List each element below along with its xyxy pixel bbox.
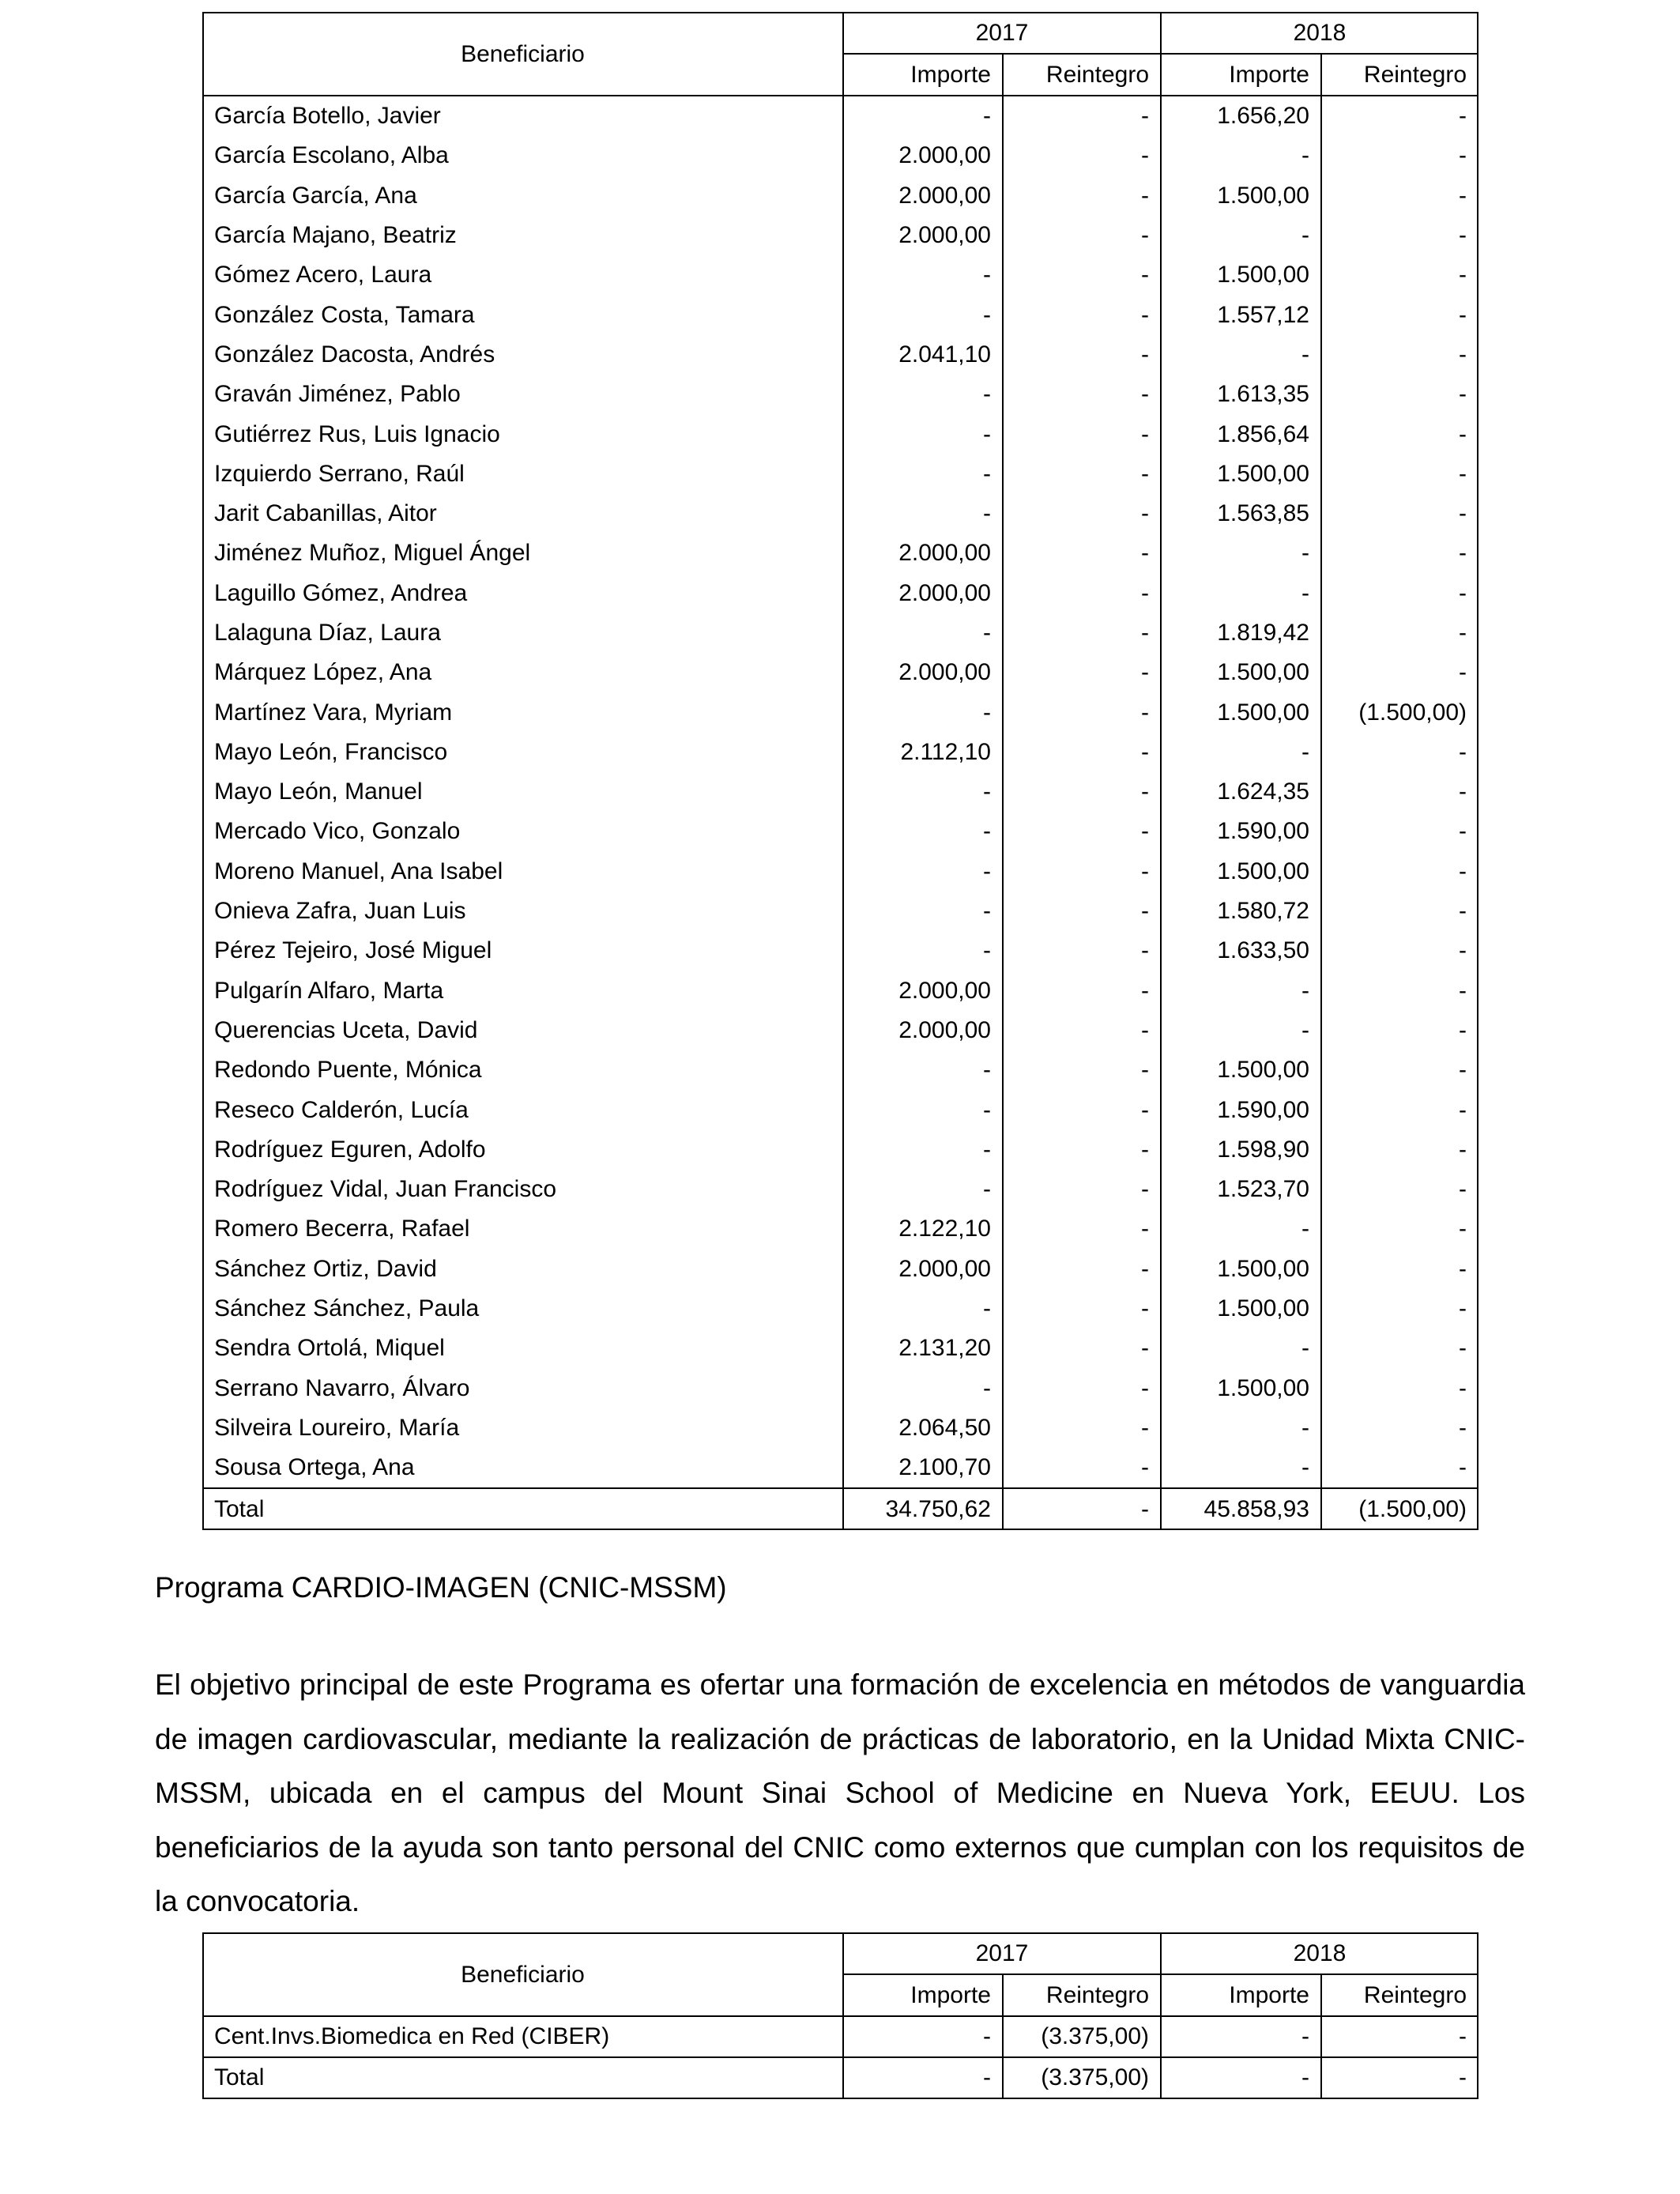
cell-beneficiario: Romero Becerra, Rafael	[214, 1216, 470, 1242]
cell-beneficiario: García Botello, Javier	[214, 103, 441, 130]
cell-reintegro-2017: -	[1003, 216, 1161, 255]
cell-beneficiario: Mercado Vico, Gonzalo	[214, 818, 461, 845]
cell-importe-2017: -	[843, 1050, 1003, 1090]
cell-beneficiario: Reseco Calderón, Lucía	[214, 1096, 469, 1123]
cell-reintegro-2018: -	[1321, 733, 1478, 772]
table-row	[203, 1250, 1478, 1289]
total-reintegro-2018: -	[1321, 2057, 1478, 2098]
total-reintegro-2017: (3.375,00)	[1003, 2057, 1161, 2098]
cell-reintegro-2017: -	[1003, 454, 1161, 494]
cell-importe-2017: -	[843, 812, 1003, 851]
beneficiaries-table-1	[203, 13, 1478, 1529]
cell-reintegro-2018: -	[1321, 1329, 1478, 1368]
cell-importe-2017: 2.000,00	[843, 136, 1003, 175]
cell-importe-2018: 1.500,00	[1161, 1050, 1321, 1090]
cell-importe-2018: 1.500,00	[1161, 692, 1321, 732]
cell-reintegro-2018: -	[1321, 494, 1478, 533]
cell-importe-2017: -	[843, 892, 1003, 931]
cell-beneficiario: González Costa, Tamara	[214, 301, 475, 328]
cell-beneficiario: Márquez López, Ana	[214, 659, 432, 686]
table-row	[203, 613, 1478, 653]
cell-importe-2017: -	[843, 2016, 1003, 2057]
cell-importe-2017: 2.000,00	[843, 176, 1003, 216]
total-importe-2018: 45.858,93	[1161, 1488, 1321, 1529]
cell-importe-2017: -	[843, 692, 1003, 732]
table-row	[203, 335, 1478, 375]
table-row	[203, 414, 1478, 454]
cell-beneficiario: Mayo León, Francisco	[214, 738, 448, 765]
total-row	[203, 2057, 1478, 2098]
total-reintegro-2018: (1.500,00)	[1321, 1488, 1478, 1529]
table-row	[203, 1090, 1478, 1129]
header-reintegro-2017: Reintegro	[1003, 1974, 1161, 2016]
cell-importe-2018: -	[1161, 216, 1321, 255]
cell-importe-2018: -	[1161, 1408, 1321, 1448]
cell-importe-2018: 1.500,00	[1161, 1250, 1321, 1289]
total-reintegro-2017: -	[1003, 1488, 1161, 1529]
cell-importe-2018: 1.500,00	[1161, 1289, 1321, 1329]
cell-reintegro-2017: (3.375,00)	[1003, 2016, 1161, 2057]
table-row	[203, 375, 1478, 414]
table-row	[203, 1289, 1478, 1329]
cell-importe-2018: 1.500,00	[1161, 454, 1321, 494]
cell-reintegro-2018: -	[1321, 1050, 1478, 1090]
cell-importe-2018: 1.500,00	[1161, 255, 1321, 295]
cell-importe-2017: -	[843, 375, 1003, 414]
cell-reintegro-2017: -	[1003, 574, 1161, 613]
cell-importe-2018: 1.656,20	[1161, 96, 1321, 136]
cell-reintegro-2017: -	[1003, 255, 1161, 295]
table-row	[203, 1130, 1478, 1170]
cell-beneficiario: Sánchez Ortiz, David	[214, 1255, 437, 1282]
cell-importe-2017: 2.100,70	[843, 1448, 1003, 1488]
cell-importe-2018: 1.500,00	[1161, 852, 1321, 892]
table-row	[203, 1011, 1478, 1050]
total-row	[203, 1488, 1478, 1529]
cell-beneficiario: Laguillo Gómez, Andrea	[214, 579, 468, 606]
cell-beneficiario: Querencias Uceta, David	[214, 1016, 478, 1043]
cell-reintegro-2018: -	[1321, 1250, 1478, 1289]
cell-importe-2018: -	[1161, 1011, 1321, 1050]
cell-importe-2017: -	[843, 454, 1003, 494]
cell-importe-2017: -	[843, 1369, 1003, 1408]
header-year-2017: 2017	[843, 13, 1161, 54]
cell-importe-2017: 2.000,00	[843, 1250, 1003, 1289]
cell-importe-2017: -	[843, 931, 1003, 971]
cell-reintegro-2017: -	[1003, 1011, 1161, 1050]
cell-reintegro-2018: -	[1321, 533, 1478, 573]
beneficiaries-table-2	[203, 1933, 1478, 2098]
table-row	[203, 96, 1478, 136]
cell-beneficiario: González Dacosta, Andrés	[214, 341, 495, 368]
table-row	[203, 255, 1478, 295]
header-beneficiario: Beneficiario	[203, 13, 843, 96]
cell-importe-2018: 1.613,35	[1161, 375, 1321, 414]
cell-reintegro-2018: -	[1321, 1289, 1478, 1329]
cell-reintegro-2017: -	[1003, 772, 1161, 812]
cell-reintegro-2018: -	[1321, 335, 1478, 375]
cell-importe-2018: 1.633,50	[1161, 931, 1321, 971]
cell-reintegro-2018: -	[1321, 176, 1478, 216]
table-row	[203, 176, 1478, 216]
cell-importe-2018: 1.598,90	[1161, 1130, 1321, 1170]
table-row	[203, 136, 1478, 175]
table-row	[203, 494, 1478, 533]
table-row	[203, 653, 1478, 692]
cell-importe-2018: -	[1161, 574, 1321, 613]
table-row	[203, 1209, 1478, 1249]
cell-importe-2018: -	[1161, 335, 1321, 375]
cell-beneficiario: García García, Ana	[214, 182, 417, 209]
cell-reintegro-2017: -	[1003, 136, 1161, 175]
cell-reintegro-2018: -	[1321, 1170, 1478, 1209]
cell-beneficiario: Serrano Navarro, Álvaro	[214, 1374, 470, 1401]
total-importe-2018: -	[1161, 2057, 1321, 2098]
cell-importe-2018: 1.590,00	[1161, 1090, 1321, 1129]
table-row	[203, 733, 1478, 772]
cell-reintegro-2017: -	[1003, 931, 1161, 971]
table-row	[203, 1050, 1478, 1090]
table-row	[203, 772, 1478, 812]
cell-importe-2018: 1.580,72	[1161, 892, 1321, 931]
cell-beneficiario: Redondo Puente, Mónica	[214, 1057, 482, 1084]
cell-reintegro-2017: -	[1003, 375, 1161, 414]
cell-beneficiario: Onieva Zafra, Juan Luis	[214, 898, 466, 925]
table-row	[203, 216, 1478, 255]
cell-importe-2017: 2.000,00	[843, 1011, 1003, 1050]
cell-reintegro-2018: -	[1321, 772, 1478, 812]
cell-reintegro-2017: -	[1003, 1448, 1161, 1488]
cell-reintegro-2018: -	[1321, 1090, 1478, 1129]
table-body	[203, 96, 1478, 1488]
cell-beneficiario: Sousa Ortega, Ana	[214, 1454, 415, 1481]
cell-beneficiario: Rodríguez Eguren, Adolfo	[214, 1136, 486, 1163]
cell-reintegro-2017: -	[1003, 692, 1161, 732]
cell-reintegro-2018: -	[1321, 375, 1478, 414]
cell-reintegro-2017: -	[1003, 653, 1161, 692]
cell-reintegro-2017: -	[1003, 96, 1161, 136]
section-description: El objetivo principal de este Programa es ofertar una formación de excelencia en métodos de vanguardia de imagen cardiovascular, mediante la realización de prácticas de laboratorio, en la Unidad Mixta CNIC-MSSM, ubicada en el campus del Mount Sinai School of Medicine en Nueva York, EEUU. Los beneficiarios de la ayuda son tanto personal del CNIC como externos que cumplan con los requisitos de la convocatoria.	[155, 1668, 1525, 1917]
cell-reintegro-2017: -	[1003, 533, 1161, 573]
table-row	[203, 692, 1478, 732]
table-row	[203, 892, 1478, 931]
header-year-2017: 2017	[843, 1933, 1161, 1974]
cell-reintegro-2018: -	[1321, 852, 1478, 892]
cell-reintegro-2018: (1.500,00)	[1321, 692, 1478, 732]
cell-reintegro-2017: -	[1003, 176, 1161, 216]
cell-importe-2017: -	[843, 494, 1003, 533]
cell-reintegro-2018: -	[1321, 216, 1478, 255]
cell-importe-2018: 1.557,12	[1161, 295, 1321, 334]
cell-reintegro-2018: -	[1321, 892, 1478, 931]
cell-reintegro-2017: -	[1003, 1289, 1161, 1329]
cell-importe-2018: -	[1161, 1448, 1321, 1488]
cell-reintegro-2017: -	[1003, 414, 1161, 454]
cell-importe-2017: 2.112,10	[843, 733, 1003, 772]
cell-importe-2017: -	[843, 852, 1003, 892]
cell-reintegro-2017: -	[1003, 733, 1161, 772]
cell-reintegro-2018: -	[1321, 971, 1478, 1011]
total-label: Total	[203, 2057, 843, 2098]
cell-reintegro-2018: -	[1321, 613, 1478, 653]
header-year-2018: 2018	[1161, 1933, 1478, 1974]
cell-importe-2017: -	[843, 613, 1003, 653]
cell-beneficiario: Rodríguez Vidal, Juan Francisco	[214, 1176, 557, 1203]
cell-beneficiario: Pulgarín Alfaro, Marta	[214, 977, 444, 1004]
cell-reintegro-2017: -	[1003, 1209, 1161, 1249]
cell-reintegro-2017: -	[1003, 892, 1161, 931]
cell-reintegro-2018: -	[1321, 1448, 1478, 1488]
cell-reintegro-2018: -	[1321, 255, 1478, 295]
table-body	[203, 2016, 1478, 2057]
table-row	[203, 1170, 1478, 1209]
cell-importe-2018: 1.523,70	[1161, 1170, 1321, 1209]
cell-beneficiario: Sendra Ortolá, Miquel	[214, 1335, 445, 1362]
cell-reintegro-2018: -	[1321, 1011, 1478, 1050]
cell-beneficiario: Cent.Invs.Biomedica en Red (CIBER)	[214, 2023, 610, 2050]
table-row	[203, 852, 1478, 892]
cell-importe-2018: 1.819,42	[1161, 613, 1321, 653]
cell-reintegro-2017: -	[1003, 335, 1161, 375]
cell-beneficiario: Mayo León, Manuel	[214, 778, 423, 805]
cell-reintegro-2017: -	[1003, 1130, 1161, 1170]
cell-reintegro-2018: -	[1321, 454, 1478, 494]
table-row	[203, 295, 1478, 334]
cell-reintegro-2017: -	[1003, 613, 1161, 653]
cell-importe-2017: 2.122,10	[843, 1209, 1003, 1249]
header-importe-2017: Importe	[843, 1974, 1003, 2016]
cell-importe-2017: 2.064,50	[843, 1408, 1003, 1448]
table-row	[203, 2016, 1478, 2057]
cell-beneficiario: Moreno Manuel, Ana Isabel	[214, 858, 503, 884]
cell-importe-2017: -	[843, 96, 1003, 136]
cell-reintegro-2017: -	[1003, 1369, 1161, 1408]
table-row	[203, 1329, 1478, 1368]
cell-reintegro-2017: -	[1003, 1408, 1161, 1448]
cell-importe-2017: 2.041,10	[843, 335, 1003, 375]
cell-beneficiario: García Escolano, Alba	[214, 142, 449, 169]
cell-reintegro-2017: -	[1003, 1090, 1161, 1129]
cell-reintegro-2017: -	[1003, 1050, 1161, 1090]
header-importe-2018: Importe	[1161, 1974, 1321, 2016]
cell-beneficiario: Martínez Vara, Myriam	[214, 699, 453, 726]
cell-importe-2017: -	[843, 772, 1003, 812]
cell-importe-2017: -	[843, 1130, 1003, 1170]
cell-beneficiario: Graván Jiménez, Pablo	[214, 381, 461, 408]
cell-importe-2017: -	[843, 255, 1003, 295]
cell-reintegro-2017: -	[1003, 1170, 1161, 1209]
table-row	[203, 931, 1478, 971]
header-reintegro-2017: Reintegro	[1003, 54, 1161, 96]
cell-reintegro-2018: -	[1321, 574, 1478, 613]
cell-reintegro-2017: -	[1003, 295, 1161, 334]
cell-reintegro-2017: -	[1003, 1329, 1161, 1368]
cell-beneficiario: Izquierdo Serrano, Raúl	[214, 460, 465, 487]
cell-beneficiario: García Majano, Beatriz	[214, 222, 457, 249]
cell-reintegro-2018: -	[1321, 653, 1478, 692]
cell-importe-2018: -	[1161, 971, 1321, 1011]
cell-importe-2018: -	[1161, 733, 1321, 772]
cell-reintegro-2018: -	[1321, 1369, 1478, 1408]
cell-importe-2018: 1.624,35	[1161, 772, 1321, 812]
header-beneficiario: Beneficiario	[203, 1933, 843, 2016]
table-row	[203, 971, 1478, 1011]
header-reintegro-2018: Reintegro	[1321, 54, 1478, 96]
table-row	[203, 533, 1478, 573]
cell-beneficiario: Jiménez Muñoz, Miguel Ángel	[214, 540, 531, 567]
cell-importe-2017: 2.000,00	[843, 533, 1003, 573]
cell-beneficiario: Jarit Cabanillas, Aitor	[214, 500, 437, 527]
cell-beneficiario: Lalaguna Díaz, Laura	[214, 620, 441, 646]
cell-reintegro-2018: -	[1321, 1130, 1478, 1170]
cell-importe-2018: -	[1161, 1209, 1321, 1249]
table-row	[203, 1448, 1478, 1488]
cell-importe-2017: 2.000,00	[843, 971, 1003, 1011]
cell-importe-2018: 1.500,00	[1161, 653, 1321, 692]
cell-reintegro-2018: -	[1321, 1408, 1478, 1448]
cell-importe-2018: -	[1161, 1329, 1321, 1368]
cell-reintegro-2018: -	[1321, 931, 1478, 971]
total-label: Total	[203, 1488, 843, 1529]
cell-importe-2017: 2.000,00	[843, 653, 1003, 692]
cell-importe-2017: -	[843, 295, 1003, 334]
cell-importe-2018: -	[1161, 136, 1321, 175]
table-row	[203, 812, 1478, 851]
cell-importe-2018: -	[1161, 533, 1321, 573]
cell-importe-2017: -	[843, 414, 1003, 454]
section-title: Programa CARDIO-IMAGEN (CNIC-MSSM)	[155, 1571, 727, 1604]
cell-reintegro-2017: -	[1003, 494, 1161, 533]
total-importe-2017: -	[843, 2057, 1003, 2098]
cell-beneficiario: Pérez Tejeiro, José Miguel	[214, 937, 492, 964]
cell-importe-2018: 1.856,64	[1161, 414, 1321, 454]
cell-reintegro-2018: -	[1321, 295, 1478, 334]
cell-reintegro-2018: -	[1321, 96, 1478, 136]
cell-importe-2017: -	[843, 1289, 1003, 1329]
cell-importe-2018: 1.590,00	[1161, 812, 1321, 851]
cell-importe-2018: 1.563,85	[1161, 494, 1321, 533]
cell-importe-2017: 2.131,20	[843, 1329, 1003, 1368]
cell-beneficiario: Silveira Loureiro, María	[214, 1414, 460, 1441]
cell-reintegro-2018: -	[1321, 136, 1478, 175]
total-importe-2017: 34.750,62	[843, 1488, 1003, 1529]
header-year-2018: 2018	[1161, 13, 1478, 54]
table-row	[203, 454, 1478, 494]
cell-importe-2017: -	[843, 1090, 1003, 1129]
cell-reintegro-2018: -	[1321, 1209, 1478, 1249]
cell-beneficiario: Gutiérrez Rus, Luis Ignacio	[214, 420, 500, 447]
table-row	[203, 1369, 1478, 1408]
cell-reintegro-2018: -	[1321, 812, 1478, 851]
cell-reintegro-2017: -	[1003, 812, 1161, 851]
cell-reintegro-2018: -	[1321, 414, 1478, 454]
cell-beneficiario: Gómez Acero, Laura	[214, 262, 432, 288]
cell-importe-2017: 2.000,00	[843, 574, 1003, 613]
cell-beneficiario: Sánchez Sánchez, Paula	[214, 1295, 480, 1322]
cell-importe-2018: 1.500,00	[1161, 1369, 1321, 1408]
cell-importe-2017: 2.000,00	[843, 216, 1003, 255]
header-importe-2018: Importe	[1161, 54, 1321, 96]
cell-reintegro-2017: -	[1003, 971, 1161, 1011]
header-reintegro-2018: Reintegro	[1321, 1974, 1478, 2016]
cell-importe-2017: -	[843, 1170, 1003, 1209]
table-row	[203, 574, 1478, 613]
cell-reintegro-2017: -	[1003, 1250, 1161, 1289]
header-importe-2017: Importe	[843, 54, 1003, 96]
cell-reintegro-2018: -	[1321, 2016, 1478, 2057]
cell-importe-2018: 1.500,00	[1161, 176, 1321, 216]
table-row	[203, 1408, 1478, 1448]
cell-importe-2018: -	[1161, 2016, 1321, 2057]
cell-reintegro-2017: -	[1003, 852, 1161, 892]
